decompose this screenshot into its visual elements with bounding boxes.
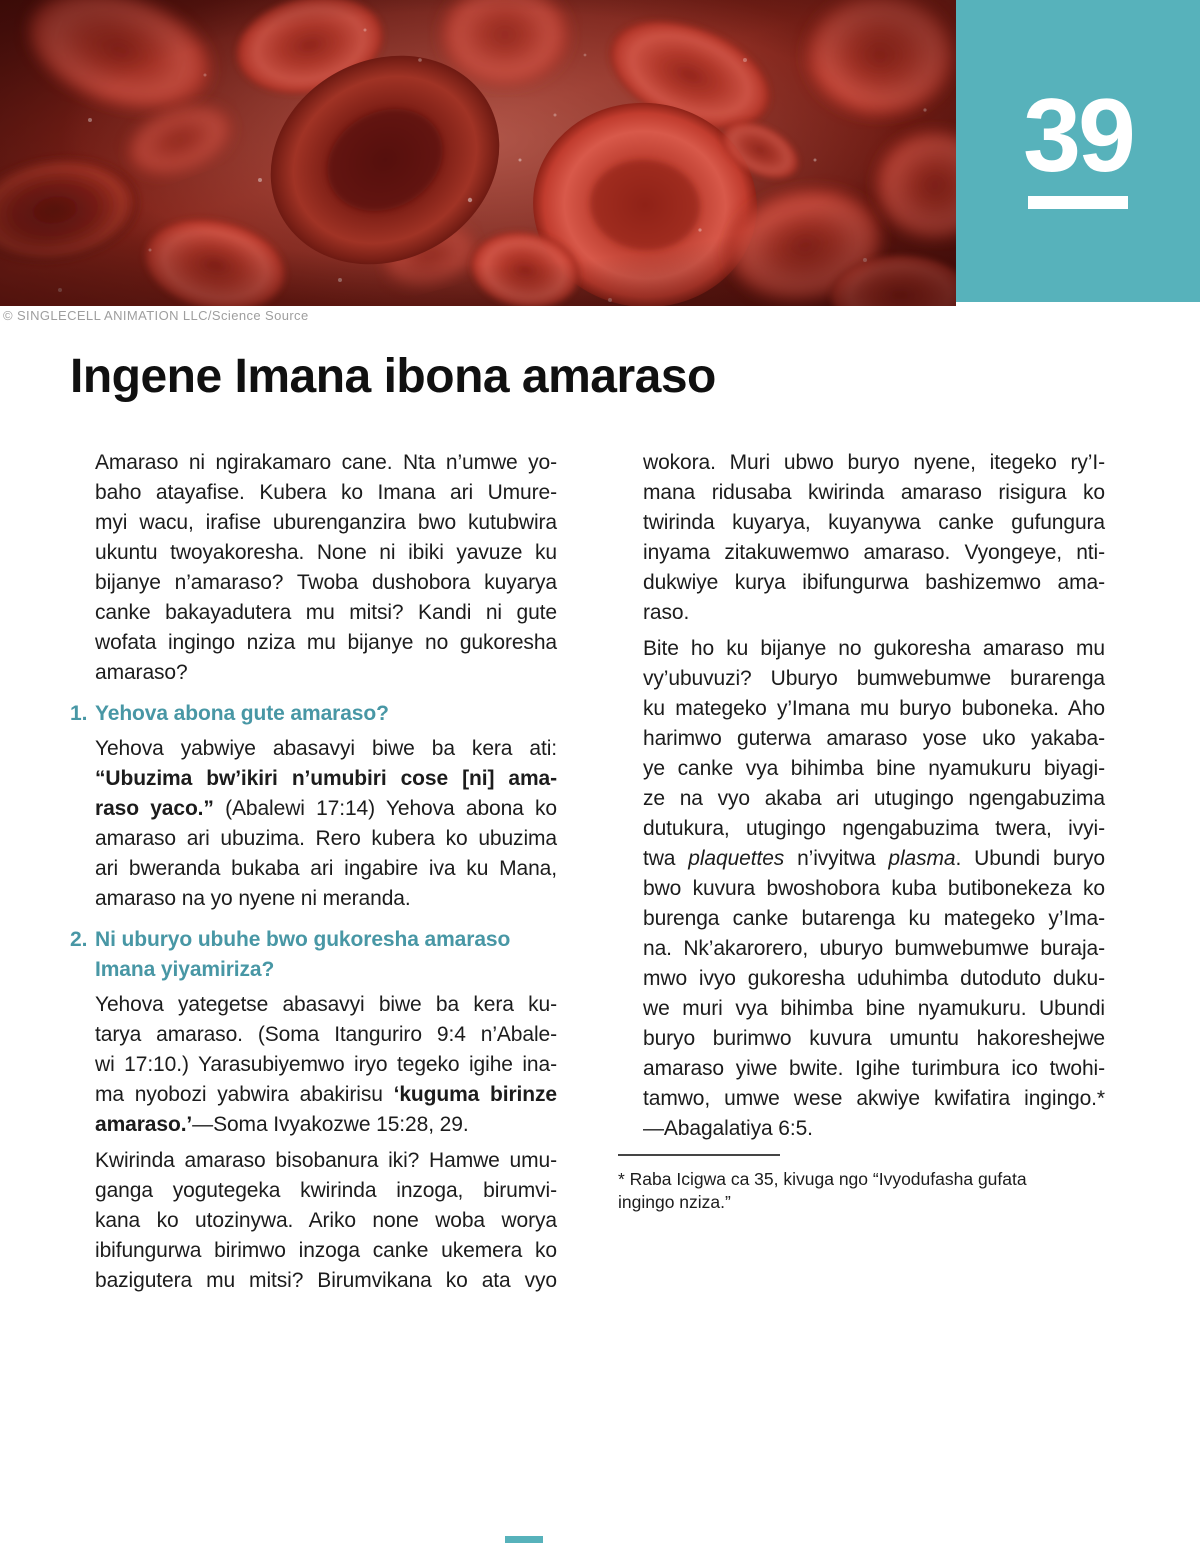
text-segment: plasma xyxy=(888,847,956,870)
text-segment: amaraso.’ xyxy=(95,1113,193,1136)
text-line xyxy=(643,598,1105,628)
text-line xyxy=(95,448,557,478)
text-line xyxy=(643,1084,1105,1114)
text-segment: plaquettes xyxy=(688,847,785,870)
text-line xyxy=(643,694,1105,724)
text-line xyxy=(95,1146,557,1176)
text-line xyxy=(643,538,1105,568)
text-line xyxy=(643,1054,1105,1084)
text-line xyxy=(95,764,557,794)
question-heading xyxy=(70,699,557,729)
paragraph xyxy=(70,734,557,914)
text-segment: bijanye n’amaraso? Twoba dushobora kuyarya xyxy=(95,571,557,594)
text-line xyxy=(643,964,1105,994)
text-segment: ukuntu twoyakoresha. None ni ibiki yavuze ku xyxy=(95,541,557,564)
text-line xyxy=(643,1114,1105,1144)
text-line xyxy=(643,784,1105,814)
text-segment: twirinda kuyarya, kuyanywa canke gufungura xyxy=(643,511,1105,534)
text-line xyxy=(95,884,557,914)
text-line xyxy=(643,634,1105,664)
text-segment: baho atayafise. Kubera ko Imana ari Umure- xyxy=(95,481,557,504)
text-line xyxy=(643,754,1105,784)
text-segment: Bite ho ku bijanye no gukoresha amaraso mu xyxy=(643,637,1105,660)
text-segment: canke bakayadutera mu mitsi? Kandi ni gute xyxy=(95,601,557,624)
chapter-underline xyxy=(1028,196,1128,209)
text-segment: amaraso ari ubuzima. Rero kubera ko ubuzima xyxy=(95,827,557,850)
text-line xyxy=(95,658,557,688)
text-segment: ari bweranda bukaba ari ingabire iva ku Mana, xyxy=(95,857,557,880)
footnote-rule xyxy=(618,1154,780,1156)
paragraph xyxy=(618,448,1105,628)
heading-line: Imana yiyamiriza? xyxy=(95,958,275,981)
text-segment: burenga canke butarenga ku mategeko y’Ima- xyxy=(643,907,1105,930)
question-number: 1. xyxy=(70,702,88,725)
paragraph xyxy=(618,634,1105,1144)
text-segment: raso yaco.” xyxy=(95,797,214,820)
text-line xyxy=(95,1236,557,1266)
text-segment: amaraso? xyxy=(95,661,188,684)
text-segment: ku mategeko y’Imana mu buryo buboneka. Aho xyxy=(643,697,1105,720)
paragraph xyxy=(70,448,557,688)
page-footer-mark xyxy=(505,1536,543,1543)
chapter-number: 39 xyxy=(1023,78,1133,194)
text-segment: Yehova yabwiye abasavyi biwe ba kera ati: xyxy=(95,737,557,760)
text-line xyxy=(95,628,557,658)
text-segment: n’ivyitwa xyxy=(784,847,889,870)
text-segment: mana ridusaba kwirinda amaraso risigura ko xyxy=(643,481,1105,504)
text-segment: ma nyobozi yabwira abakirisu xyxy=(95,1083,394,1106)
heading-line: Yehova abona gute amaraso? xyxy=(95,702,389,725)
paragraph xyxy=(70,1146,557,1296)
text-segment: inyama zitakuwemwo amaraso. Vyongeye, nti- xyxy=(643,541,1105,564)
text-line xyxy=(643,904,1105,934)
text-segment: amaraso na yo nyene ni meranda. xyxy=(95,887,411,910)
text-segment: Kwirinda amaraso bisobanura iki? Hamwe umu- xyxy=(95,1149,557,1172)
text-line xyxy=(643,874,1105,904)
footnote-line: * Raba Icigwa ca 35, kivuga ngo “Ivyodufasha gufata xyxy=(618,1169,1027,1189)
text-segment: harimwo guterwa amaraso yose uko yakaba- xyxy=(643,727,1105,750)
text-segment: bazigutera mu mitsi? Birumvikana ko ata vyo xyxy=(95,1269,557,1292)
text-line xyxy=(643,664,1105,694)
text-line xyxy=(95,568,557,598)
text-segment: mwo ivyo gukoresha uduhimba dutoduto duku- xyxy=(643,967,1105,990)
text-line xyxy=(643,814,1105,844)
text-segment: wokora. Muri ubwo buryo nyene, itegeko ry’I- xyxy=(643,451,1105,474)
text-segment: bwo kuvura bwoshobora kuba butibonekeza ko xyxy=(643,877,1105,900)
text-segment: na. Nk’akarorero, uburyo bumwebumwe buraja- xyxy=(643,937,1105,960)
hero-image xyxy=(0,0,956,306)
text-segment: myi wacu, irafise uburenganzira bwo kutubwira xyxy=(95,511,557,534)
chapter-number-box xyxy=(956,0,1200,302)
text-line xyxy=(643,844,1105,874)
text-segment: wi 17:10.) Yarasubiyemwo iryo tegeko igihe ina- xyxy=(95,1053,557,1076)
text-line xyxy=(643,478,1105,508)
text-line xyxy=(643,568,1105,598)
text-line xyxy=(95,734,557,764)
left-column xyxy=(70,448,557,1302)
text-line xyxy=(95,538,557,568)
question-heading xyxy=(70,925,557,985)
text-segment: (Abalewi 17:14) Yehova abona ko xyxy=(213,797,558,820)
text-segment: tarya amaraso. (Soma Itanguriro 9:4 n’Abale- xyxy=(95,1023,557,1046)
text-segment: —Soma Ivyakozwe 15:28, 29. xyxy=(192,1113,469,1136)
text-line xyxy=(643,508,1105,538)
footnote-line: ingingo nziza.” xyxy=(618,1192,731,1212)
page-title: Ingene Imana ibona amaraso xyxy=(70,350,716,403)
text-segment: Yehova yategetse abasavyi biwe ba kera ku- xyxy=(95,993,557,1016)
text-line xyxy=(95,1020,557,1050)
text-line xyxy=(95,478,557,508)
footnote xyxy=(618,1154,1105,1214)
paragraph xyxy=(70,990,557,1140)
text-segment: ibifungurwa birimwo inzoga canke ukemera ko xyxy=(95,1239,557,1262)
text-segment: —Abagalatiya 6:5. xyxy=(643,1117,813,1140)
text-line xyxy=(643,1024,1105,1054)
question-number: 2. xyxy=(70,928,88,951)
text-line xyxy=(95,1206,557,1236)
text-line xyxy=(95,1266,557,1296)
text-segment: ‘kuguma birinze xyxy=(393,1083,557,1106)
text-segment: dutukura, utugingo ngengabuzima twera, ivyi- xyxy=(643,817,1105,840)
text-segment: dukwiye kurya ibifungurwa bashizemwo ama- xyxy=(643,571,1105,594)
text-line xyxy=(643,724,1105,754)
text-line xyxy=(95,1110,557,1140)
text-line xyxy=(95,1080,557,1110)
photo-credit: © SINGLECELL ANIMATION LLC/Science Source xyxy=(3,308,309,323)
text-segment: vy’ubuvuzi? Uburyo bumwebumwe burarenga xyxy=(643,667,1105,690)
text-segment: we muri vya bihimba bine nyamukuru. Ubundi xyxy=(643,997,1105,1020)
heading-line: Ni uburyo ubuhe bwo gukoresha amaraso xyxy=(95,928,511,951)
text-segment: amaraso yiwe bwite. Igihe turimbura ico twohi- xyxy=(643,1057,1105,1080)
text-segment: kana ko utozinywa. Ariko none woba worya xyxy=(95,1209,557,1232)
text-line xyxy=(643,934,1105,964)
text-segment: twa xyxy=(643,847,689,870)
text-line xyxy=(95,794,557,824)
text-line xyxy=(95,1050,557,1080)
right-column xyxy=(618,448,1105,1214)
text-line xyxy=(95,824,557,854)
blood-cells-illustration xyxy=(0,0,956,306)
text-segment: wofata ingingo nziza mu bijanye no gukoresha xyxy=(95,631,557,654)
text-segment: ye canke vya bihimba bine nyamukuru biyagi- xyxy=(643,757,1105,780)
text-segment: . Ubundi buryo xyxy=(955,847,1105,870)
text-line xyxy=(95,854,557,884)
text-line xyxy=(95,508,557,538)
text-line xyxy=(643,994,1105,1024)
text-segment: raso. xyxy=(643,601,690,624)
text-line xyxy=(95,598,557,628)
text-line xyxy=(643,448,1105,478)
text-segment: tamwo, umwe wese akwiye kwifatira ingingo.* xyxy=(643,1087,1105,1110)
text-segment: Amaraso ni ngirakamaro cane. Nta n’umwe yo- xyxy=(95,451,557,474)
text-segment: ze na vyo akaba ari utugingo ngengabuzima xyxy=(643,787,1105,810)
text-line xyxy=(95,1176,557,1206)
text-line xyxy=(95,990,557,1020)
text-segment: buryo burimwo kuvura umuntu hakoreshejwe xyxy=(643,1027,1105,1050)
text-segment: “Ubuzima bw’ikiri n’umubiri cose [ni] ama- xyxy=(95,767,557,790)
text-segment: ganga yogutegeka kwirinda inzoga, birumvi- xyxy=(95,1179,557,1202)
